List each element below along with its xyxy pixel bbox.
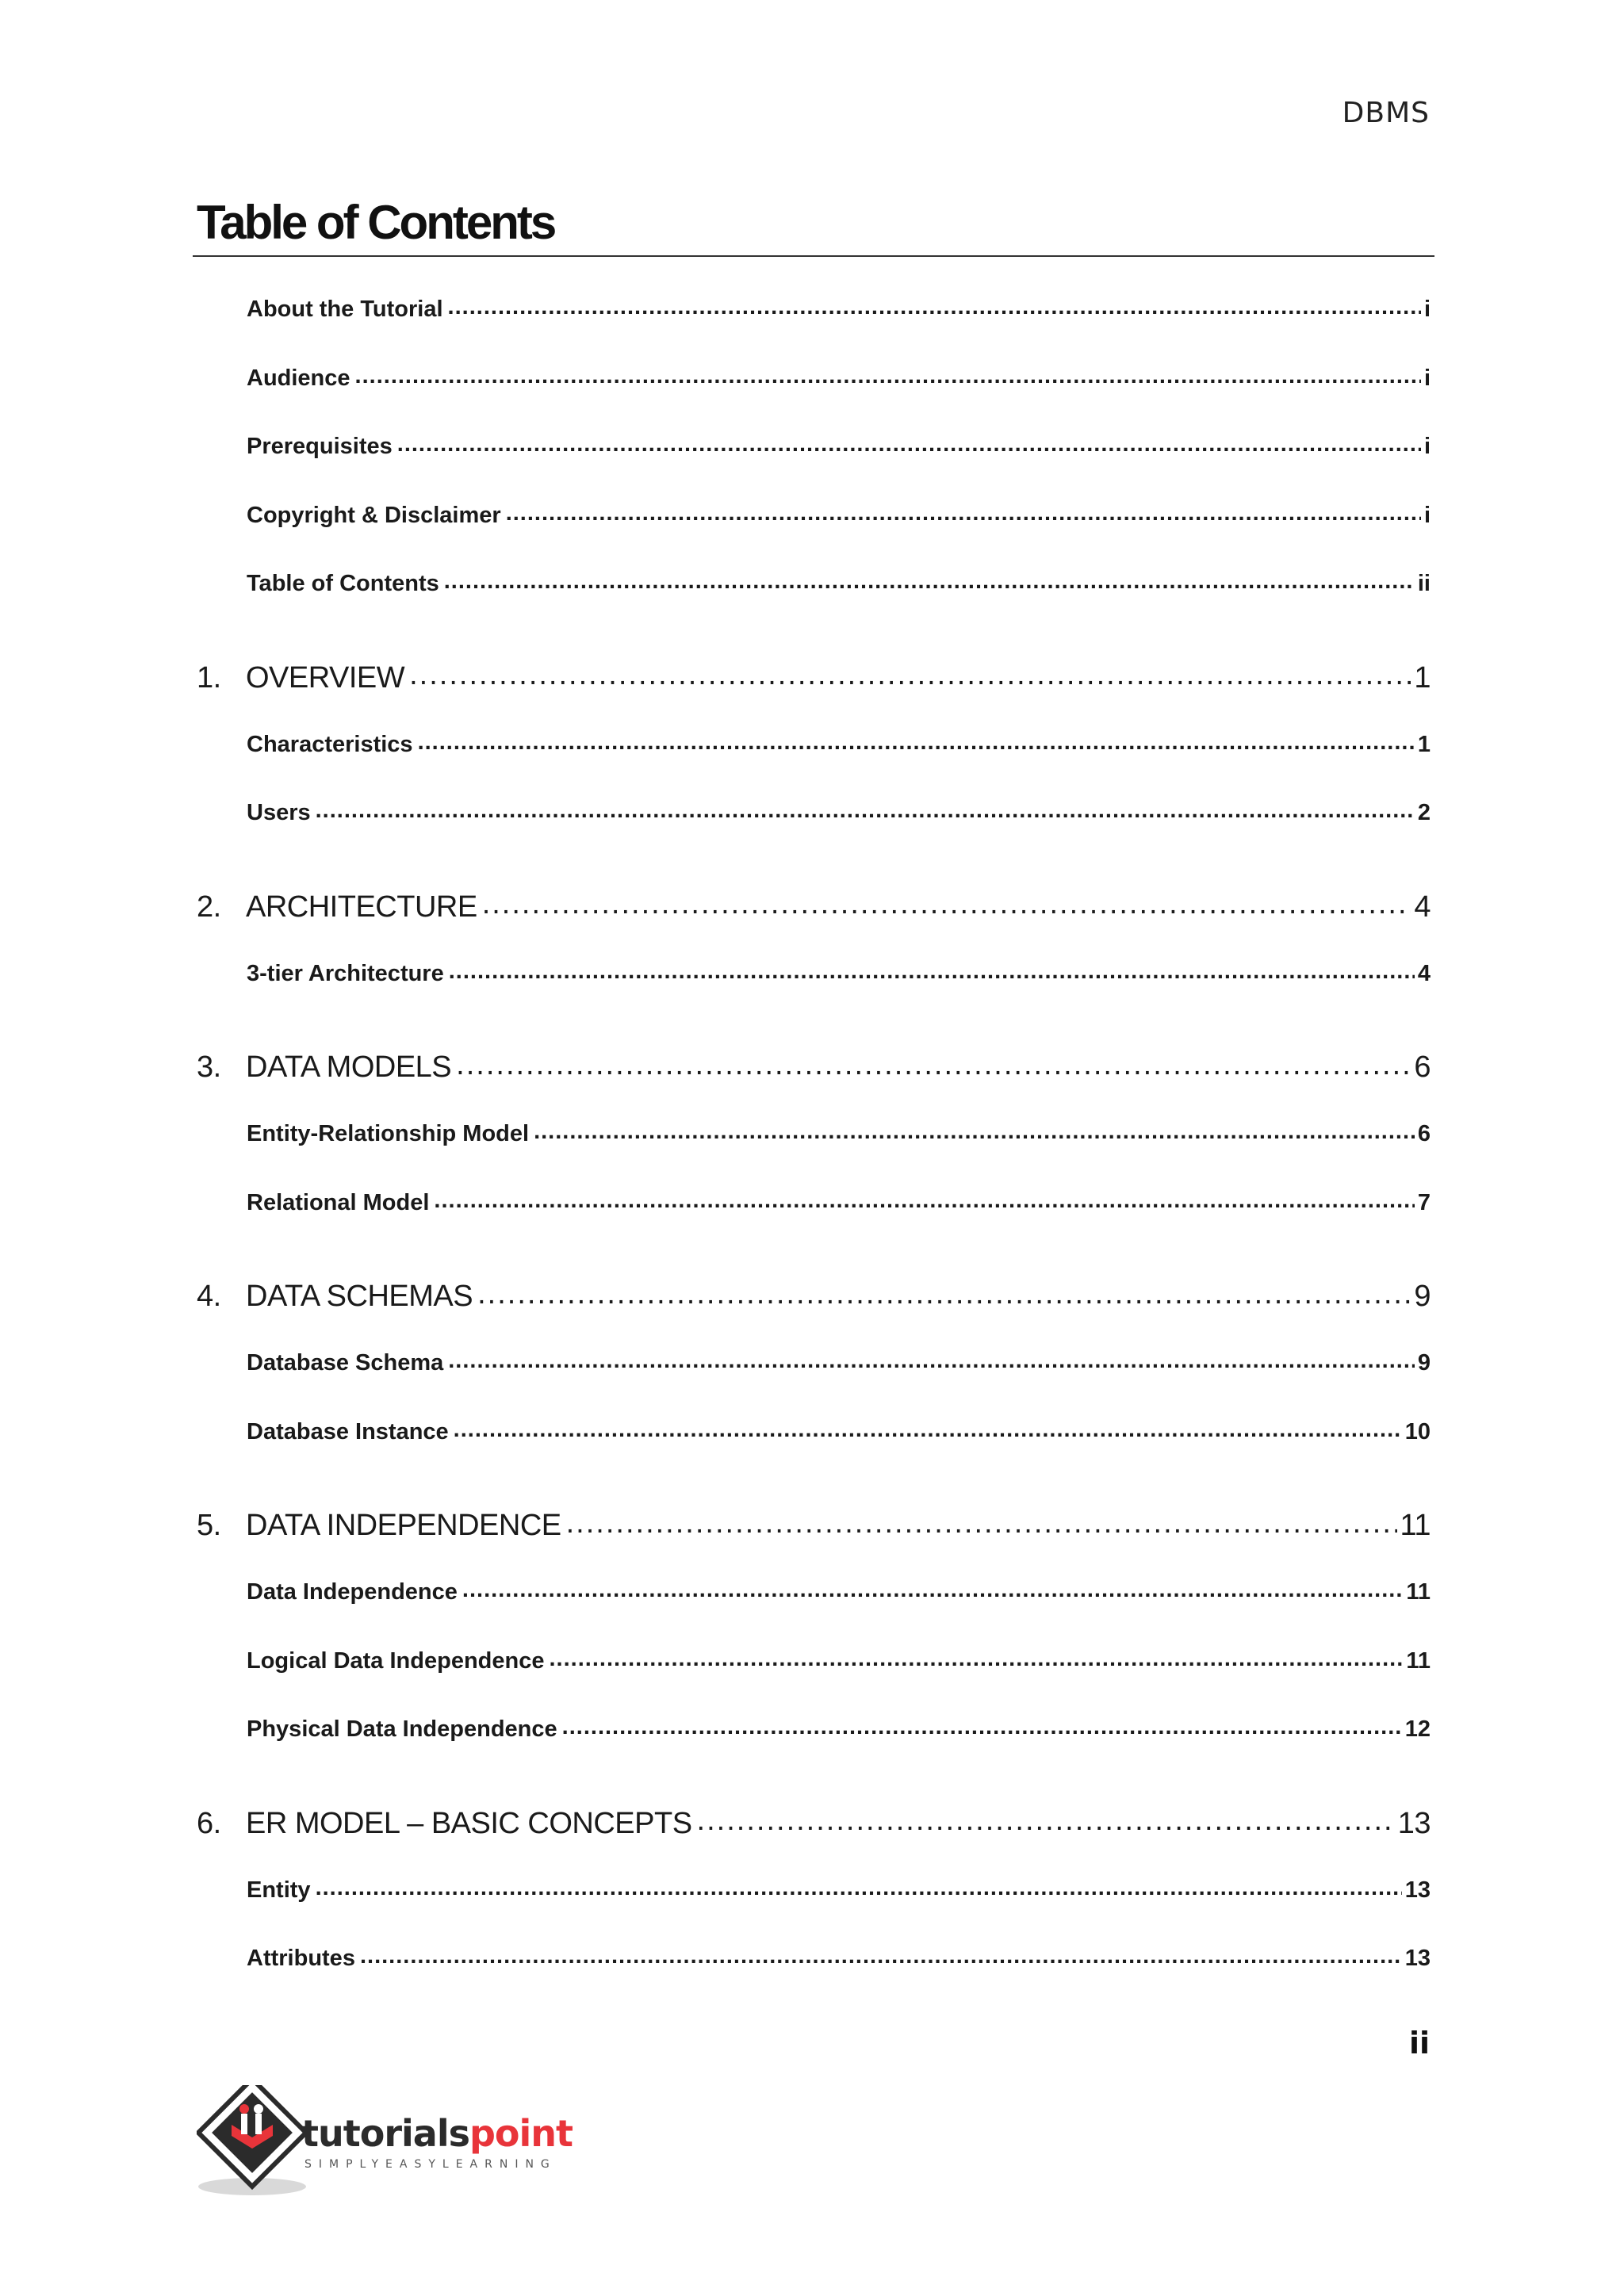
toc-entry-page: 11 [1406, 1579, 1431, 1605]
dot-leader [549, 1645, 1403, 1668]
toc-entry-page: 6 [1414, 1050, 1431, 1084]
chapter-number: 1. [197, 660, 221, 695]
toc-section-entry[interactable] [247, 729, 1431, 760]
dot-leader [409, 657, 1411, 687]
toc-entry-page: i [1423, 502, 1431, 528]
toc-chapter-entry[interactable] [197, 1803, 1431, 1844]
toc-entry-label: Relational Model [247, 1189, 430, 1215]
dot-leader [566, 1505, 1397, 1535]
chapter-number: 5. [197, 1509, 221, 1542]
dot-leader [434, 1187, 1414, 1210]
toc-section-entry[interactable] [247, 1713, 1431, 1745]
toc-entry-page: 2 [1417, 800, 1431, 825]
logo-tagline: SIMPLYEASYLEARNING [304, 2158, 557, 2171]
toc-entry-label: Database Schema [247, 1350, 444, 1376]
toc-entry-label: DATA SCHEMAS [246, 1280, 473, 1313]
toc-chapter-entry[interactable] [197, 1505, 1431, 1546]
dot-leader [462, 1576, 1403, 1599]
dot-leader [448, 1347, 1415, 1370]
toc-entry-label: Entity-Relationship Model [247, 1121, 530, 1146]
dot-leader [449, 958, 1415, 981]
toc-entry-page: 7 [1417, 1189, 1431, 1215]
toc-chapter-entry[interactable] [197, 1047, 1431, 1088]
toc-entry-label: Copyright & Disclaimer [247, 502, 501, 528]
toc-section-entry[interactable] [247, 1942, 1431, 1974]
toc-chapter-entry[interactable] [197, 1276, 1431, 1317]
toc-entry-page: 4 [1414, 890, 1431, 924]
toc-chapter-entry[interactable] [197, 886, 1431, 928]
toc-entry-page: 11 [1406, 1647, 1431, 1674]
dot-leader [697, 1803, 1395, 1833]
toc-section-entry[interactable] [247, 293, 1431, 325]
tutorialspoint-logo [197, 2085, 573, 2204]
toc-section-entry[interactable] [247, 430, 1431, 462]
dot-leader [444, 568, 1415, 591]
toc-entry-label: Database Instance [247, 1418, 449, 1445]
toc-entry-page: 6 [1417, 1121, 1431, 1146]
toc-entry-page: 13 [1397, 1806, 1431, 1840]
dot-leader [316, 797, 1415, 820]
chapter-number: 4. [197, 1280, 221, 1313]
toc-section-entry[interactable] [247, 1874, 1431, 1906]
toc-entry-label: Attributes [247, 1946, 355, 1971]
dot-leader [360, 1942, 1402, 1965]
page-number: ii [1408, 2026, 1430, 2061]
dot-leader [562, 1713, 1402, 1736]
toc-entry-label: Prerequisites [247, 434, 393, 459]
toc-section-entry[interactable] [247, 1416, 1431, 1448]
chapter-number: 3. [197, 1050, 221, 1084]
toc-entry-label: Users [247, 800, 311, 825]
running-header: DBMS [1342, 97, 1430, 129]
toc-entry-label: ER MODEL – BASIC CONCEPTS [246, 1806, 692, 1840]
toc-entry-page: 9 [1417, 1350, 1431, 1376]
chapter-number: 6. [197, 1806, 221, 1840]
toc-entry-page: 12 [1404, 1716, 1431, 1742]
toc-section-entry[interactable] [247, 1187, 1431, 1219]
toc-section-entry[interactable] [247, 362, 1431, 394]
toc-section-entry[interactable] [247, 958, 1431, 989]
toc-entry-page: 1 [1414, 660, 1431, 695]
toc-entry-page: 10 [1404, 1418, 1431, 1445]
toc-entry-label: About the Tutorial [247, 297, 443, 322]
toc-entry-label: Logical Data Independence [247, 1647, 545, 1674]
toc-entry-label: ARCHITECTURE [246, 890, 477, 924]
toc-section-entry[interactable] [247, 797, 1431, 828]
toc-entry-label: 3-tier Architecture [247, 960, 444, 986]
toc-entry-page: i [1423, 297, 1431, 322]
dot-leader [418, 729, 1415, 752]
toc-section-entry[interactable] [247, 1347, 1431, 1379]
dot-leader [454, 1416, 1402, 1439]
toc-entry-page: 13 [1404, 1877, 1431, 1903]
toc-section-entry[interactable] [247, 1645, 1431, 1677]
toc-entry-label: Physical Data Independence [247, 1716, 557, 1742]
title-underline [193, 255, 1434, 257]
dot-leader [456, 1047, 1411, 1077]
dot-leader [482, 886, 1411, 916]
dot-leader [316, 1874, 1402, 1897]
dot-leader [534, 1118, 1415, 1141]
toc-entry-label: DATA MODELS [246, 1050, 452, 1084]
toc-entry-page: 11 [1400, 1509, 1431, 1542]
toc-entry-label: Audience [247, 365, 350, 391]
toc-entry-page: i [1423, 365, 1431, 391]
toc-entry-page: ii [1417, 571, 1431, 596]
toc-entry-label: OVERVIEW [246, 660, 405, 695]
toc-entry-label: Entity [247, 1877, 311, 1903]
toc-entry-page: 4 [1417, 960, 1431, 986]
toc-section-entry[interactable] [247, 1576, 1431, 1608]
dot-leader [397, 430, 1421, 453]
toc-chapter-entry[interactable] [197, 657, 1431, 698]
toc-entry-page: i [1423, 434, 1431, 459]
dot-leader [506, 499, 1421, 522]
dot-leader [477, 1276, 1411, 1306]
toc-entry-label: DATA INDEPENDENCE [246, 1509, 561, 1542]
toc-entry-label: Table of Contents [247, 571, 439, 596]
toc-entry-page: 9 [1414, 1280, 1431, 1313]
toc-section-entry[interactable] [247, 1118, 1431, 1150]
toc-section-entry[interactable] [247, 499, 1431, 531]
logo-wordmark: tutorialspoint [301, 2112, 573, 2155]
toc-entry-label: Characteristics [247, 731, 413, 757]
dot-leader [448, 293, 1421, 316]
toc-entry-page: 1 [1417, 731, 1431, 757]
chapter-number: 2. [197, 890, 221, 924]
toc-entry-page: 13 [1404, 1946, 1431, 1971]
page-title: Table of Contents [197, 196, 555, 249]
toc-section-entry[interactable] [247, 568, 1431, 599]
dot-leader [355, 362, 1421, 385]
toc-entry-label: Data Independence [247, 1579, 458, 1605]
